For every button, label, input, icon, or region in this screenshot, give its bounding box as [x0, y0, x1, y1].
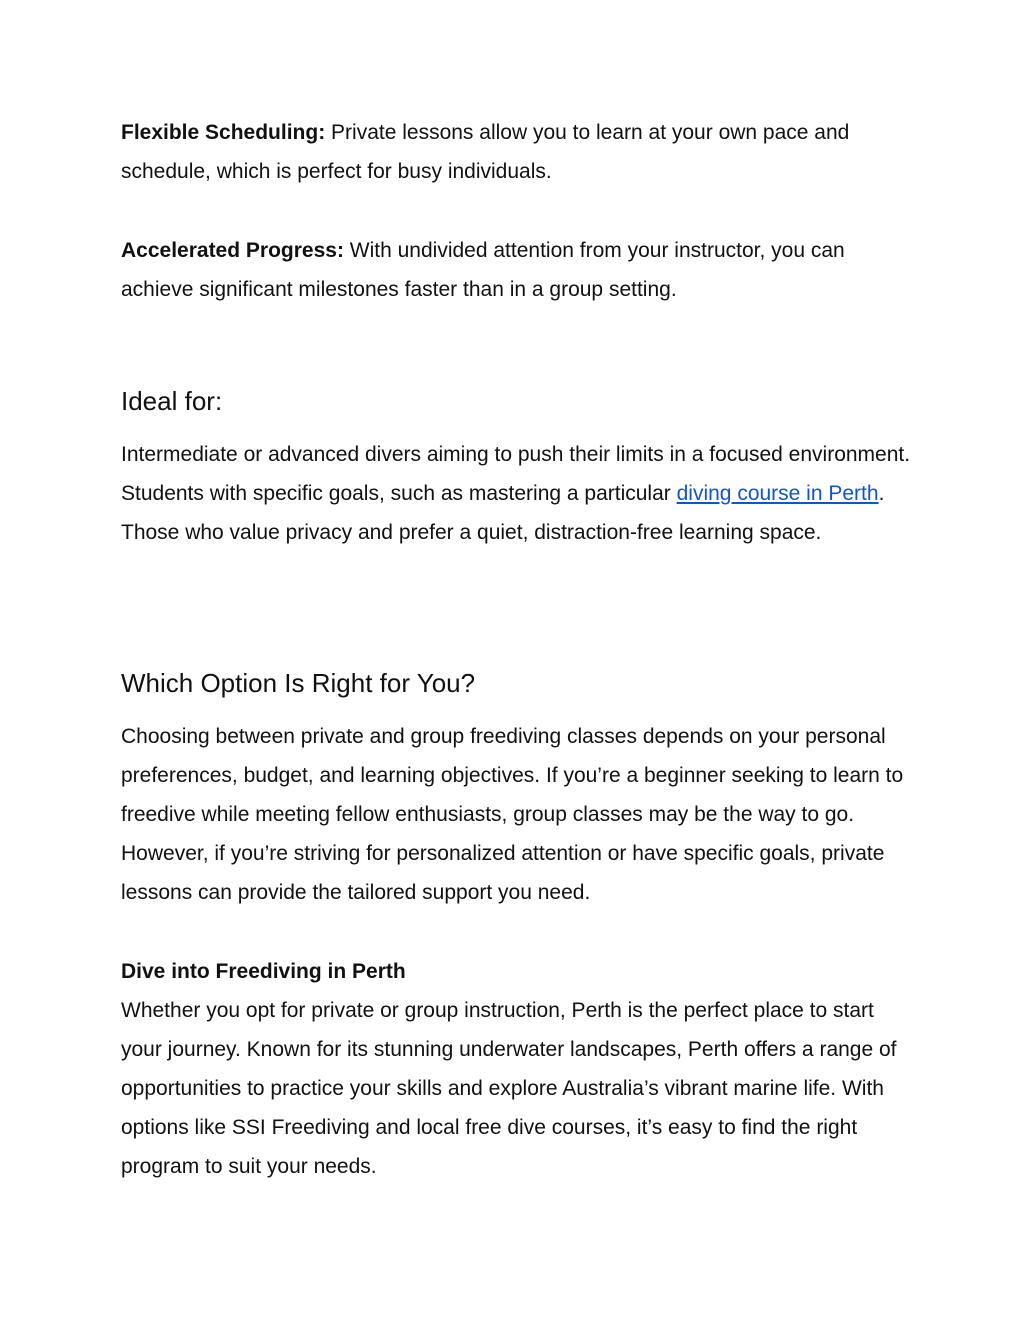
ideal-for-item-students-end: . — [878, 482, 885, 505]
dive-into-freediving-section — [121, 952, 911, 1186]
accelerated-progress-label: Accelerated Progress: — [121, 239, 344, 262]
diving-course-link[interactable]: diving course in Perth — [676, 482, 879, 505]
which-option-paragraph: Choosing between private and group freediving classes depends on your personal preferences, budget, and learning objectives. If you’re a beginner seeking to learn to freedive while meeting fellow enthusiasts, group classes may be the way to go. However, if you’re striving for personalized attention or have specific goals, private lessons can provide the tailored support you need. — [121, 725, 904, 904]
ideal-for-heading: Ideal for: — [121, 386, 223, 416]
ideal-for-item-intermediate: Intermediate or advanced divers aiming to push their limits in a focused environment. — [121, 443, 911, 466]
flexible-scheduling-text: Private lessons allow you to learn at your own pace and schedule, which is perfect for busy individuals. — [121, 121, 850, 183]
accelerated-progress-text: With undivided attention from your instructor, you can achieve significant milestones faster than in a group setting. — [121, 239, 845, 301]
which-option-heading: Which Option Is Right for You? — [121, 668, 476, 698]
dive-into-freediving-text: Whether you opt for private or group instruction, Perth is the perfect place to start your journey. Known for its stunning underwater landscapes, Perth offers a range of opportunities to practice your skills and explore Australia’s vibrant marine life. With options like SSI Freediving and local free dive courses, it’s easy to find the right program to suit your needs. — [121, 999, 897, 1178]
ideal-for-item-students — [121, 474, 911, 513]
accelerated-progress-paragraph — [121, 231, 911, 309]
dive-into-freediving-heading: Dive into Freediving in Perth — [121, 960, 406, 983]
ideal-for-item-privacy: Those who value privacy and prefer a quiet, distraction-free learning space. — [121, 521, 822, 544]
ideal-for-item-students-text: Students with specific goals, such as mastering a particular — [121, 482, 677, 505]
ideal-for-list — [121, 435, 911, 552]
flexible-scheduling-paragraph — [121, 113, 911, 191]
flexible-scheduling-label: Flexible Scheduling: — [121, 121, 326, 144]
